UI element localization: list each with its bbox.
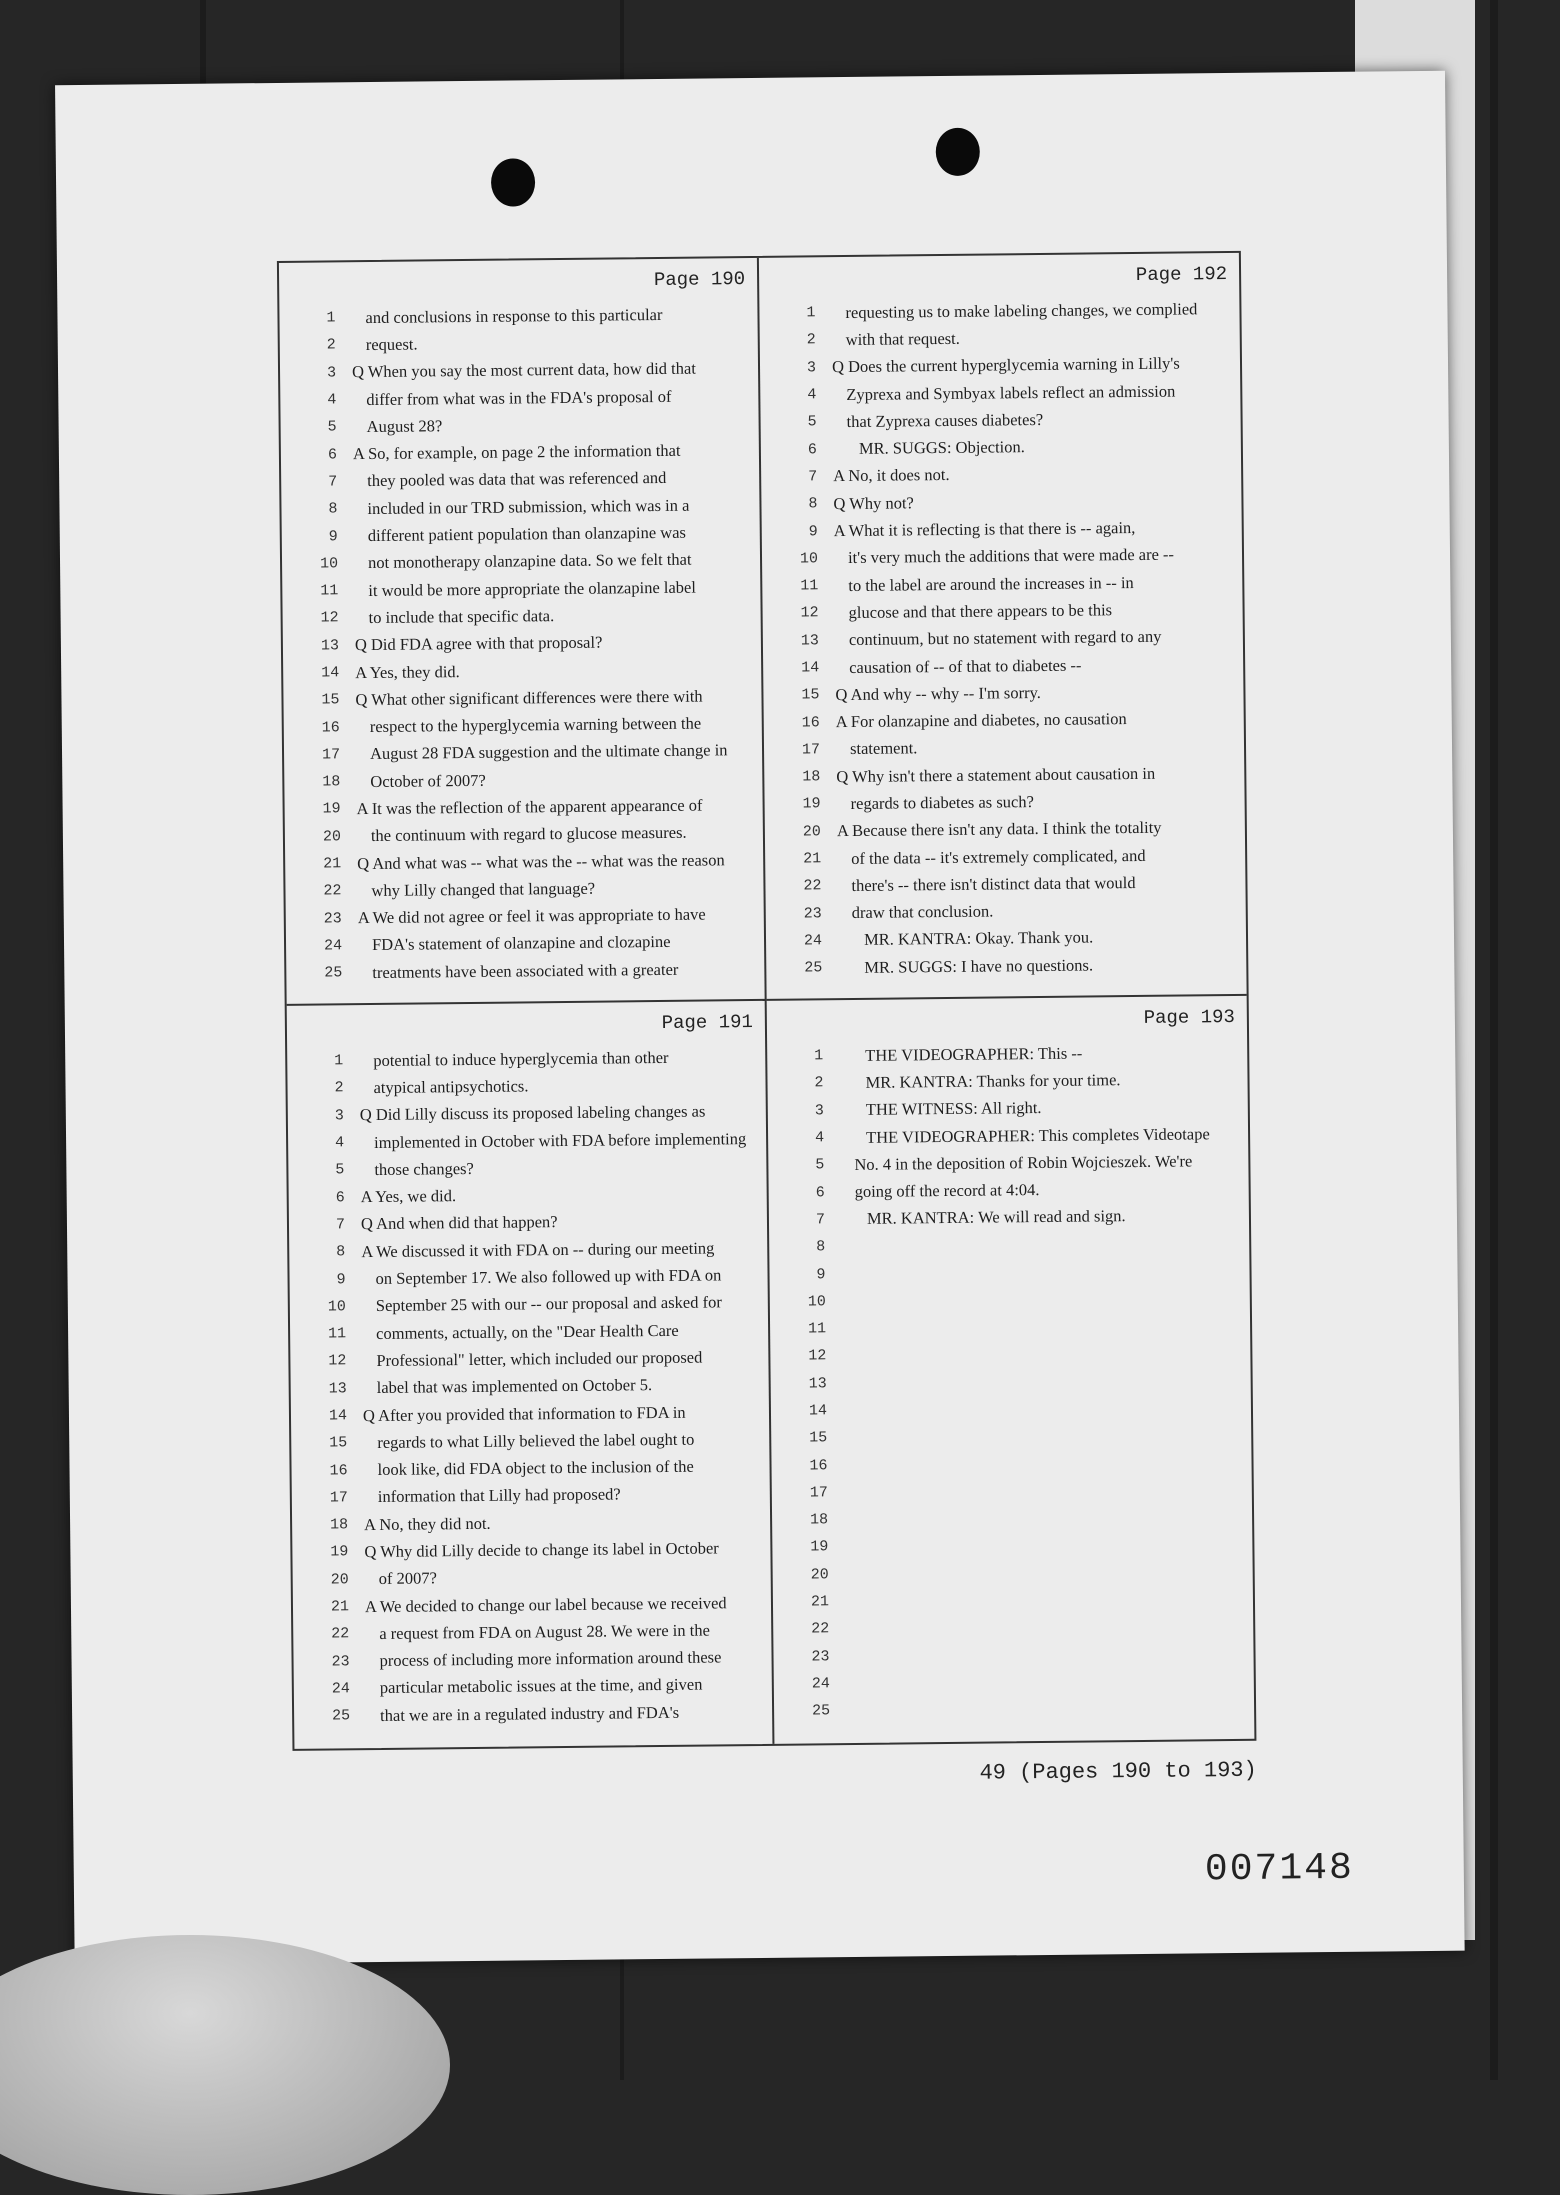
line-text: information that Lilly had proposed? bbox=[377, 1484, 621, 1507]
line-text bbox=[845, 1570, 1245, 1574]
line-number: 23 bbox=[331, 1652, 350, 1671]
line-text: not monotherapy olanzapine data. So we felt that bbox=[367, 549, 692, 573]
line-number: 16 bbox=[329, 1461, 348, 1480]
line-text: October of 2007? bbox=[370, 770, 486, 791]
line-list bbox=[767, 295, 1238, 982]
line-text: Q After you provided that information to FDA in bbox=[362, 1402, 686, 1425]
line-text: A Yes, they did. bbox=[355, 661, 460, 682]
line-text: A No, it does not. bbox=[833, 465, 950, 486]
line-text: Q What other significant differences were there with bbox=[355, 686, 703, 709]
line-text: A We did not agree or feel it was appropriate to have bbox=[357, 904, 706, 928]
line-number: 8 bbox=[328, 500, 338, 518]
line-number: 16 bbox=[321, 718, 340, 737]
line-number: 11 bbox=[807, 1320, 827, 1338]
line-text: Q And what was -- what was the -- what was the reason bbox=[357, 849, 725, 873]
line-text: request. bbox=[365, 334, 418, 354]
line-text bbox=[844, 1461, 1244, 1465]
line-number: 22 bbox=[811, 1620, 830, 1638]
line-text: of the data -- it's extremely complicated, and bbox=[851, 845, 1146, 868]
transcript-line bbox=[782, 1693, 1246, 1725]
line-text: to include that specific data. bbox=[368, 605, 555, 627]
line-text: Q Why isn't there a statement about causation in bbox=[836, 763, 1156, 786]
line-text: THE WITNESS: All right. bbox=[865, 1098, 1042, 1120]
line-text: A What it is reflecting is that there is -- again, bbox=[833, 518, 1136, 541]
line-number: 21 bbox=[810, 1593, 830, 1611]
line-text bbox=[841, 1243, 1241, 1247]
line-text: those changes? bbox=[374, 1158, 474, 1179]
line-number: 5 bbox=[335, 1161, 345, 1179]
line-text: Q When you say the most current data, how did that bbox=[351, 358, 696, 382]
line-text bbox=[844, 1516, 1244, 1520]
line-text bbox=[844, 1488, 1244, 1492]
line-number: 19 bbox=[810, 1538, 829, 1556]
line-text: atypical antipsychotics. bbox=[373, 1076, 529, 1097]
line-number: 21 bbox=[803, 850, 822, 868]
line-number: 9 bbox=[816, 1265, 826, 1283]
line-number: 2 bbox=[334, 1079, 344, 1097]
line-text bbox=[842, 1270, 1242, 1274]
line-text: process of including more information around these bbox=[379, 1647, 722, 1671]
line-number: 7 bbox=[328, 473, 338, 491]
line-list bbox=[775, 1038, 1246, 1725]
line-number: 12 bbox=[800, 604, 819, 622]
line-number: 13 bbox=[808, 1374, 827, 1393]
line-text bbox=[842, 1352, 1242, 1356]
line-text: THE VIDEOGRAPHER: This -- bbox=[865, 1043, 1083, 1065]
line-text: Zyprexa and Symbyax labels reflect an admission bbox=[846, 381, 1176, 404]
line-number: 16 bbox=[801, 713, 820, 732]
line-number: 17 bbox=[329, 1489, 348, 1507]
line-text bbox=[846, 1679, 1246, 1683]
transcript-page-panel bbox=[287, 1001, 775, 1749]
line-number: 1 bbox=[806, 304, 816, 322]
line-text: regards to what Lilly believed the label ought to bbox=[377, 1429, 695, 1452]
line-number: 15 bbox=[809, 1429, 828, 1447]
line-number: 20 bbox=[330, 1571, 349, 1589]
line-number: 18 bbox=[330, 1516, 349, 1534]
line-number: 14 bbox=[328, 1407, 348, 1425]
line-text: there's -- there isn't distinct data that would bbox=[851, 872, 1136, 895]
line-number: 9 bbox=[328, 527, 338, 545]
line-text: different patient population than olanzapine was bbox=[367, 522, 686, 546]
line-number: 8 bbox=[808, 495, 818, 513]
line-number: 23 bbox=[803, 904, 822, 923]
line-number: 15 bbox=[329, 1434, 348, 1452]
line-text: A Because there isn't any data. I think the totality bbox=[836, 818, 1162, 841]
line-number: 4 bbox=[335, 1134, 345, 1152]
line-number: 4 bbox=[327, 391, 337, 409]
line-number: 21 bbox=[323, 855, 342, 873]
line-text: causation of -- of that to diabetes -- bbox=[849, 655, 1082, 677]
line-number: 25 bbox=[804, 959, 823, 977]
line-number: 21 bbox=[330, 1598, 350, 1616]
line-list bbox=[295, 1043, 764, 1730]
line-number: 10 bbox=[807, 1293, 826, 1311]
line-text: Q Why did Lilly decide to change its label in October bbox=[364, 1538, 719, 1562]
line-text: why Lilly changed that language? bbox=[371, 878, 596, 900]
line-number: 8 bbox=[816, 1238, 826, 1256]
line-text: glucose and that there appears to be this bbox=[848, 600, 1113, 622]
transcript-page-panel bbox=[759, 253, 1247, 1001]
line-number: 1 bbox=[334, 1052, 344, 1070]
line-number: 19 bbox=[322, 800, 341, 818]
line-number: 2 bbox=[806, 331, 816, 349]
line-number: 3 bbox=[814, 1102, 824, 1120]
page-header: Page 190 bbox=[653, 268, 746, 292]
line-number: 15 bbox=[321, 691, 340, 709]
line-number: 6 bbox=[807, 440, 817, 459]
line-text: draw that conclusion. bbox=[851, 901, 994, 923]
line-number: 6 bbox=[335, 1188, 345, 1207]
line-text: A So, for example, on page 2 the information that bbox=[352, 440, 681, 464]
line-text: a request from FDA on August 28. We were in the bbox=[379, 1620, 710, 1643]
line-number: 3 bbox=[334, 1107, 344, 1125]
line-text: that Zyprexa causes diabetes? bbox=[846, 409, 1044, 431]
line-text: No. 4 in the deposition of Robin Wojcieszek. We're bbox=[854, 1151, 1193, 1174]
line-number: 6 bbox=[815, 1183, 825, 1201]
background-streak bbox=[1490, 0, 1498, 2080]
line-number: 25 bbox=[324, 964, 343, 982]
line-text: statement. bbox=[849, 738, 918, 759]
transcript-grid bbox=[277, 251, 1257, 1751]
line-text bbox=[845, 1625, 1245, 1629]
line-text: Q Does the current hyperglycemia warning in Lilly's bbox=[831, 353, 1180, 377]
line-text: MR. KANTRA: Okay. Thank you. bbox=[863, 927, 1094, 950]
line-number: 7 bbox=[808, 468, 818, 486]
page-footer: 49 (Pages 190 to 193) bbox=[979, 1757, 1257, 1786]
line-number: 16 bbox=[809, 1456, 828, 1475]
line-number: 12 bbox=[808, 1347, 827, 1365]
line-number: 15 bbox=[801, 686, 820, 704]
line-text: differ from what was in the FDA's proposal of bbox=[366, 386, 672, 409]
line-number: 14 bbox=[321, 664, 340, 682]
line-text: August 28 FDA suggestion and the ultimate change in bbox=[369, 740, 728, 764]
line-text: September 25 with our -- our proposal and asked for bbox=[375, 1292, 722, 1316]
line-text: MR. SUGGS: Objection. bbox=[858, 437, 1025, 459]
transcript-page-panel bbox=[279, 258, 767, 1006]
line-text: Q And why -- why -- I'm sorry. bbox=[835, 682, 1041, 704]
line-text: with that request. bbox=[845, 328, 960, 349]
page-header: Page 192 bbox=[1135, 263, 1228, 286]
line-text: continuum, but no statement with regard to any bbox=[848, 626, 1162, 650]
line-number: 1 bbox=[326, 309, 336, 327]
lamp-fixture bbox=[0, 1935, 450, 2195]
line-text: MR. KANTRA: Thanks for your time. bbox=[865, 1070, 1121, 1092]
line-text: label that was implemented on October 5. bbox=[376, 1375, 653, 1398]
page-header: Page 191 bbox=[661, 1011, 754, 1034]
line-number: 7 bbox=[815, 1211, 826, 1229]
line-text: on September 17. We also followed up with FDA on bbox=[375, 1265, 722, 1289]
line-number: 12 bbox=[320, 609, 339, 627]
punch-hole-right bbox=[936, 128, 981, 176]
line-number: 18 bbox=[322, 773, 341, 791]
line-text: Q Did FDA agree with that proposal? bbox=[354, 632, 603, 655]
line-number: 10 bbox=[799, 550, 819, 568]
line-number: 11 bbox=[328, 1325, 347, 1343]
line-number: 4 bbox=[814, 1129, 825, 1147]
line-number: 7 bbox=[335, 1216, 346, 1234]
line-text bbox=[845, 1597, 1245, 1601]
line-text: look like, did FDA object to the inclusion of the bbox=[377, 1456, 694, 1480]
line-text bbox=[842, 1325, 1242, 1329]
line-number: 2 bbox=[326, 336, 336, 354]
line-number: 12 bbox=[328, 1352, 347, 1370]
line-text: they pooled was data that was referenced and bbox=[367, 468, 667, 491]
bates-number: 007148 bbox=[1204, 1846, 1355, 1892]
line-number: 24 bbox=[331, 1680, 350, 1698]
line-number: 24 bbox=[323, 937, 343, 955]
line-text: it's very much the additions that were made are -- bbox=[847, 544, 1175, 568]
line-text: Q Did Lilly discuss its proposed labeling changes as bbox=[359, 1101, 706, 1125]
line-text: potential to induce hyperglycemia than other bbox=[373, 1047, 669, 1070]
line-number: 14 bbox=[801, 659, 820, 677]
line-number: 10 bbox=[319, 555, 339, 573]
line-number: 3 bbox=[806, 359, 817, 377]
line-number: 1 bbox=[814, 1047, 824, 1065]
line-text: A It was the reflection of the apparent appearance of bbox=[356, 795, 703, 819]
line-number: 20 bbox=[322, 828, 342, 846]
line-text: Q Why not? bbox=[833, 493, 914, 513]
line-text bbox=[843, 1406, 1243, 1410]
line-number: 14 bbox=[808, 1402, 828, 1420]
punch-hole-left bbox=[491, 158, 536, 206]
line-text bbox=[846, 1652, 1246, 1656]
line-number: 5 bbox=[815, 1156, 825, 1174]
line-text: treatments have been associated with a greater bbox=[372, 959, 679, 982]
line-number: 5 bbox=[807, 413, 817, 431]
line-text: FDA's statement of olanzapine and clozapine bbox=[371, 932, 671, 955]
line-number: 17 bbox=[801, 741, 821, 759]
line-number: 13 bbox=[328, 1379, 347, 1398]
line-number: 13 bbox=[800, 632, 819, 650]
transcript-line bbox=[294, 955, 756, 987]
line-text: regards to diabetes as such? bbox=[850, 792, 1034, 813]
line-number: 24 bbox=[811, 1675, 830, 1693]
line-text: and conclusions in response to this particular bbox=[365, 304, 663, 327]
line-number: 17 bbox=[809, 1484, 828, 1502]
line-text: THE VIDEOGRAPHER: This completes Videotape bbox=[865, 1123, 1210, 1147]
line-text: comments, actually, on the "Dear Health Care bbox=[376, 1320, 679, 1343]
line-text: included in our TRD submission, which was in a bbox=[367, 495, 690, 518]
line-number: 22 bbox=[323, 882, 342, 900]
line-text: Q And when did that happen? bbox=[360, 1212, 558, 1234]
line-number: 23 bbox=[323, 909, 342, 928]
line-number: 17 bbox=[321, 746, 341, 764]
line-text bbox=[846, 1707, 1246, 1711]
line-text: implemented in October with FDA before implementing bbox=[374, 1128, 747, 1152]
line-text: A We decided to change our label because we received bbox=[364, 1592, 727, 1616]
line-number: 2 bbox=[814, 1074, 824, 1092]
line-text: to the label are around the increases in -- in bbox=[848, 572, 1134, 595]
transcript-line bbox=[302, 1698, 764, 1730]
line-text: A We discussed it with FDA on -- during our meeting bbox=[361, 1238, 715, 1261]
line-number: 5 bbox=[327, 418, 337, 436]
line-number: 13 bbox=[320, 637, 340, 655]
line-number: 22 bbox=[803, 877, 822, 895]
line-text bbox=[843, 1434, 1243, 1438]
line-number: 3 bbox=[326, 364, 337, 382]
line-number: 19 bbox=[802, 795, 821, 813]
document-sheet bbox=[55, 71, 1465, 1965]
line-number: 4 bbox=[807, 386, 817, 404]
line-number: 25 bbox=[332, 1707, 351, 1725]
line-number: 25 bbox=[812, 1702, 831, 1720]
line-text: it would be more appropriate the olanzapine label bbox=[368, 577, 697, 600]
line-text: MR. KANTRA: We will read and sign. bbox=[866, 1206, 1126, 1229]
line-number: 20 bbox=[802, 823, 821, 841]
line-number: 18 bbox=[810, 1511, 829, 1529]
line-text: Professional" letter, which included our proposed bbox=[376, 1347, 703, 1370]
line-text: respect to the hyperglycemia warning between the bbox=[369, 713, 702, 737]
line-number: 6 bbox=[327, 445, 338, 464]
line-number: 24 bbox=[803, 932, 823, 950]
line-number: 9 bbox=[336, 1270, 346, 1288]
line-text: going off the record at 4:04. bbox=[854, 1180, 1040, 1202]
line-number: 19 bbox=[330, 1543, 349, 1561]
line-number: 18 bbox=[802, 768, 821, 786]
line-number: 11 bbox=[320, 582, 339, 600]
line-number: 20 bbox=[810, 1566, 829, 1584]
page-header: Page 193 bbox=[1143, 1005, 1235, 1029]
line-text: requesting us to make labeling changes, we complied bbox=[845, 298, 1198, 322]
line-number: 11 bbox=[800, 577, 819, 595]
line-text bbox=[842, 1297, 1242, 1301]
transcript-page-panel bbox=[767, 996, 1255, 1744]
line-text bbox=[844, 1543, 1244, 1547]
line-text: the continuum with regard to glucose measures. bbox=[370, 822, 687, 846]
line-number: 22 bbox=[331, 1625, 350, 1643]
line-list bbox=[287, 300, 756, 987]
line-text: that we are in a regulated industry and FDA's bbox=[380, 1702, 680, 1725]
transcript-line bbox=[774, 950, 1238, 982]
line-text: of 2007? bbox=[378, 1568, 437, 1589]
line-text: August 28? bbox=[366, 416, 443, 436]
line-text: particular metabolic issues at the time, and given bbox=[379, 1675, 703, 1698]
line-number: 23 bbox=[811, 1647, 830, 1666]
line-number: 9 bbox=[808, 522, 818, 540]
line-text: A No, they did not. bbox=[364, 1513, 491, 1534]
line-text bbox=[843, 1379, 1243, 1383]
line-text: A For olanzapine and diabetes, no causation bbox=[835, 709, 1127, 732]
line-number: 10 bbox=[327, 1298, 346, 1316]
line-text: MR. SUGGS: I have no questions. bbox=[864, 955, 1094, 977]
line-text: A Yes, we did. bbox=[360, 1186, 457, 1207]
line-number: 8 bbox=[336, 1243, 346, 1261]
